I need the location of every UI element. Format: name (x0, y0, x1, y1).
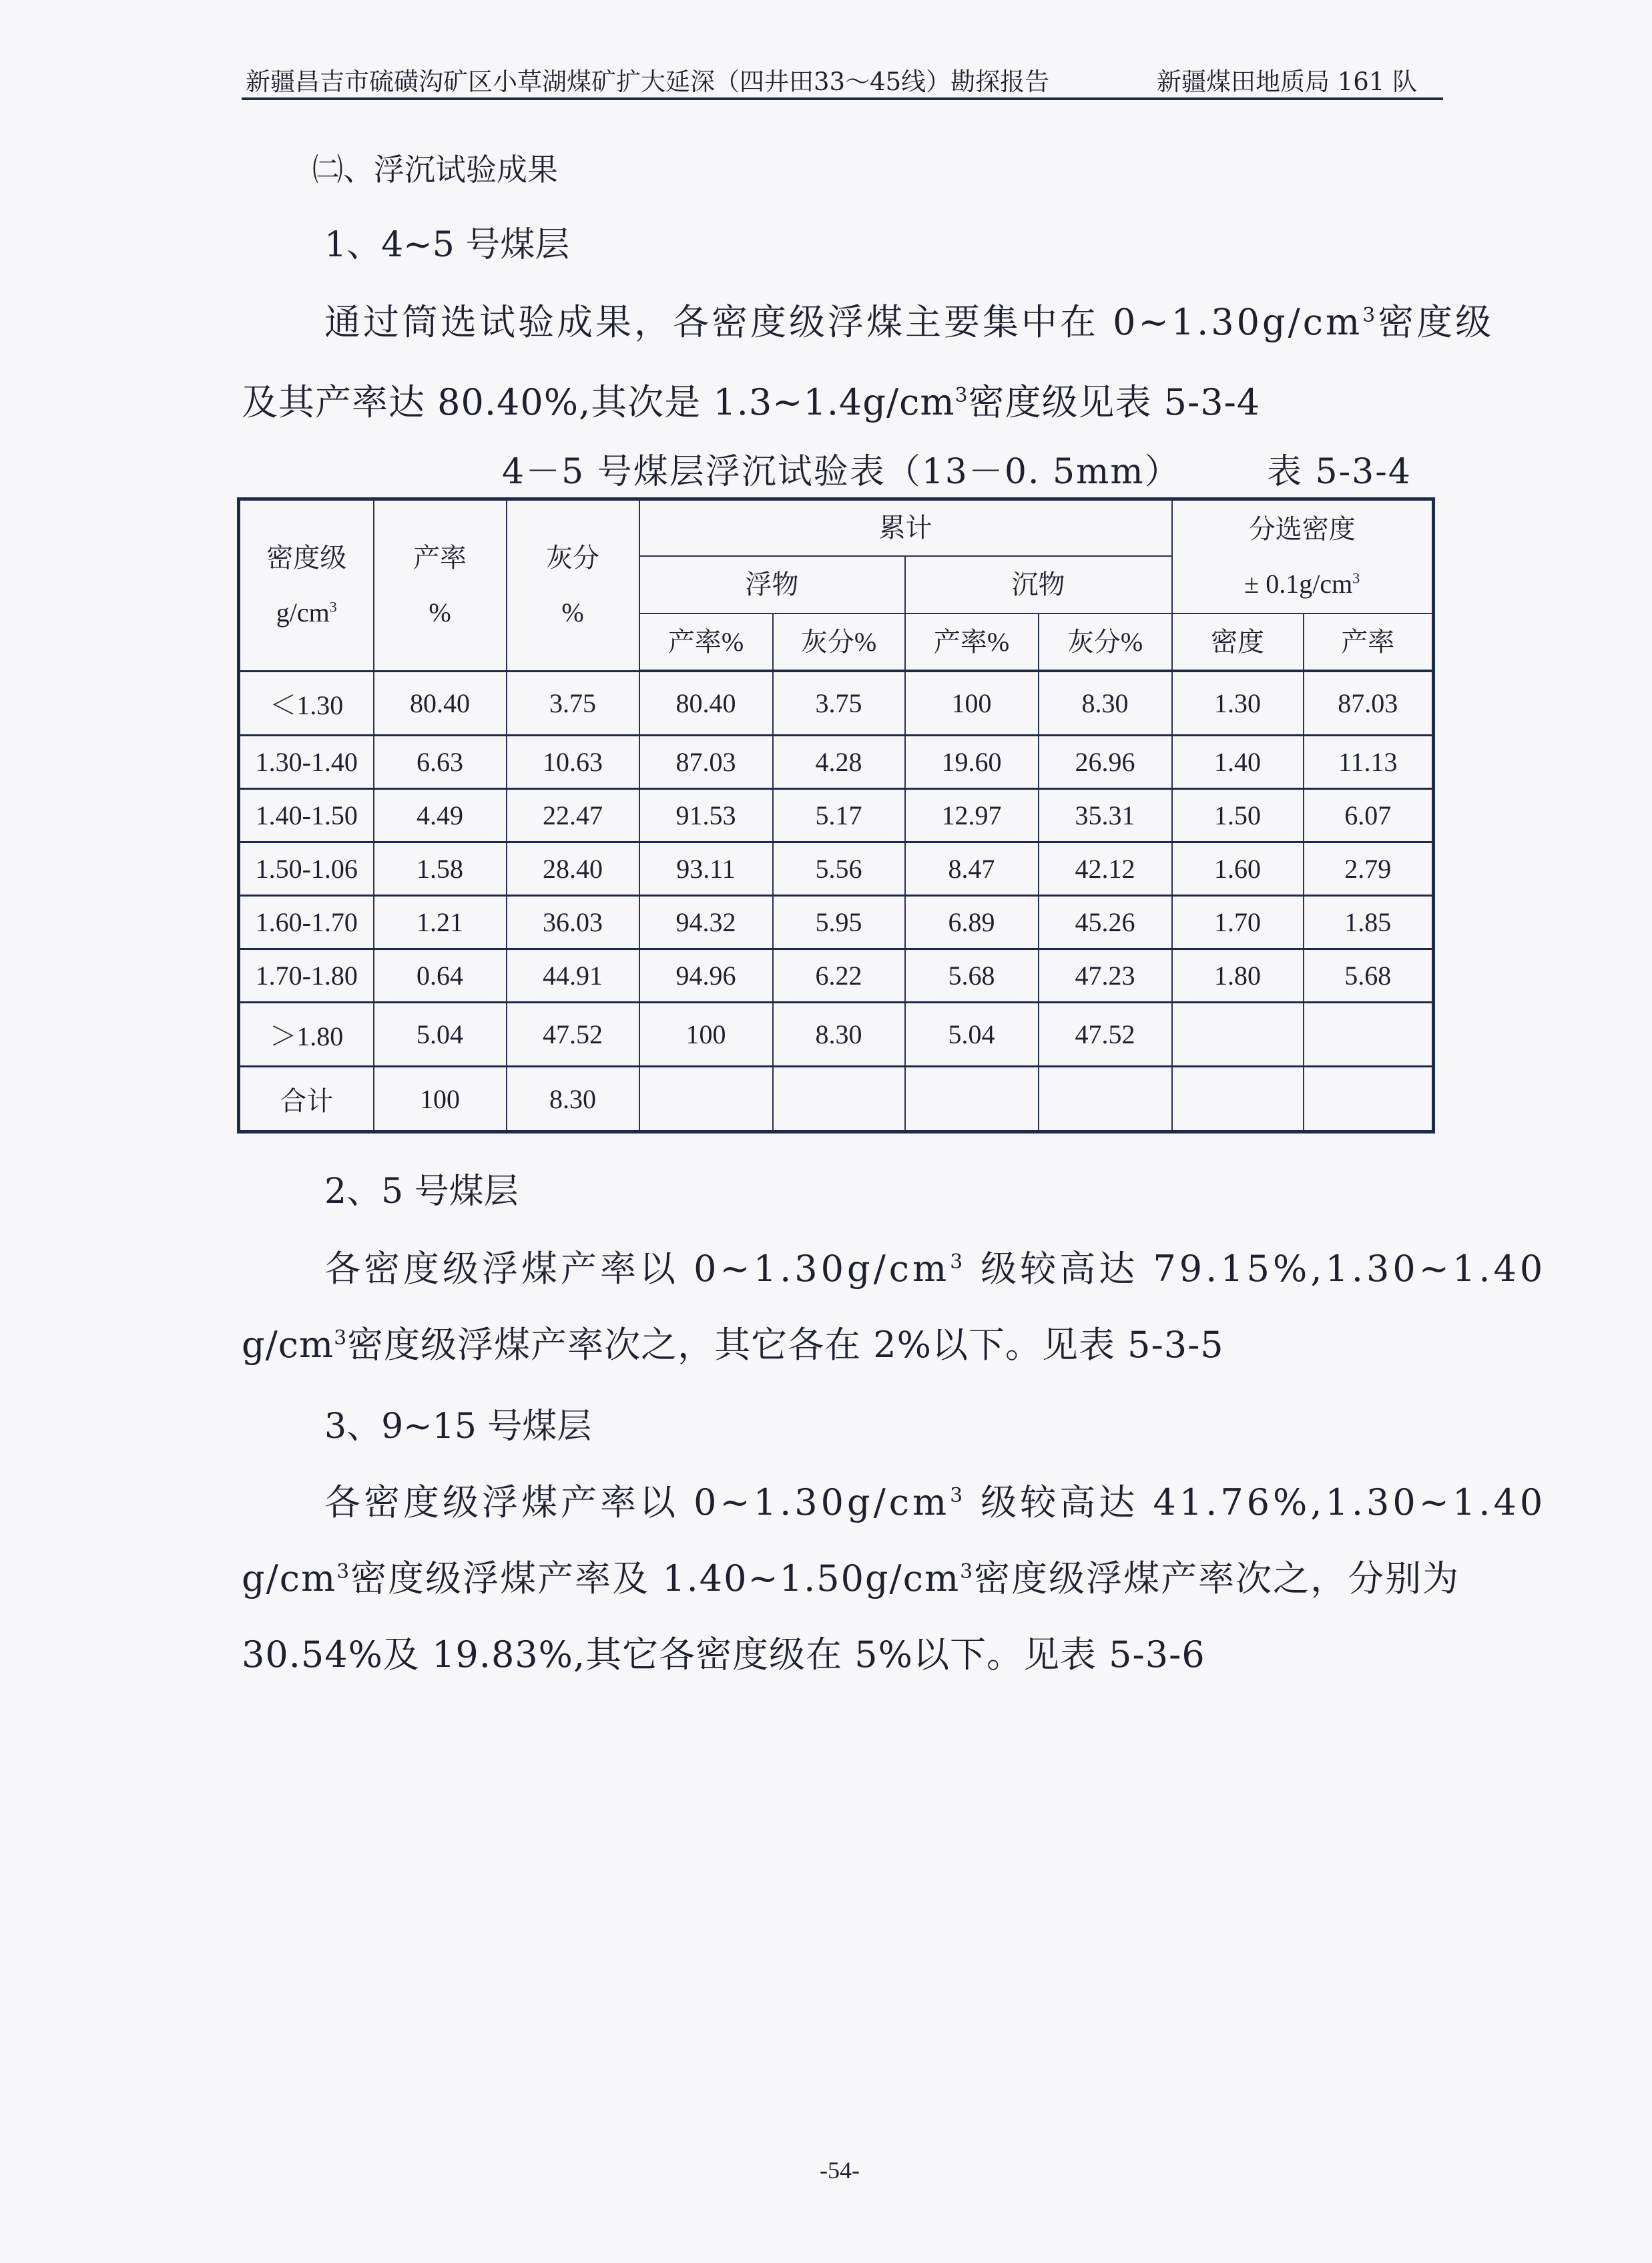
table-cell: 6.07 (1304, 788, 1434, 842)
paragraph-1-line-1: 通过筒选试验成果，各密度级浮煤主要集中在 $0\sim 1.30g/cm^3$密度级 (324, 301, 1494, 343)
page-number: -54- (820, 2157, 860, 2184)
table-cell: 1.80 (1172, 949, 1304, 1003)
table-cell: 1.40 (1172, 735, 1304, 788)
table-cell: 5.04 (905, 1003, 1039, 1067)
table-cell: 11.13 (1304, 735, 1434, 788)
table-cell: 44.91 (507, 949, 639, 1003)
table-cell: 35.31 (1039, 788, 1172, 842)
table-cell: 1.21 (374, 895, 507, 949)
table-cell: 26.96 (1039, 735, 1172, 788)
table-cell: 19.60 (905, 735, 1039, 788)
table-row (239, 842, 1434, 895)
table-cell (1039, 1067, 1172, 1132)
table-cell: ＞1.80 (239, 1003, 374, 1067)
table-cell: 1.30-1.40 (239, 735, 374, 788)
header-sink: 沉物 (905, 556, 1172, 613)
paragraph-2-line-2: $g/cm^3$密度级浮煤产率次之，其它各在 2%以下。见表 5-3-5 (242, 1324, 1224, 1366)
table-caption: 4－5 号煤层浮沉试验表（13－0. 5mm） (502, 452, 1181, 492)
table-cell: ＜1.30 (239, 671, 374, 735)
running-header-organization: 新疆煤田地质局 161 队 (1157, 67, 1418, 96)
table-row (239, 735, 1434, 788)
header-divider (242, 97, 1443, 100)
table-cell (1172, 1003, 1304, 1067)
header-float-yield: 产率% (639, 613, 773, 671)
table-cell: 80.40 (374, 671, 507, 735)
header-ash: 灰分 % (507, 499, 639, 672)
subsection-heading-2: 2、5 号煤层 (324, 1172, 519, 1212)
header-float: 浮物 (639, 556, 905, 613)
table-cell: 36.03 (507, 895, 639, 949)
table-cell: 6.63 (374, 735, 507, 788)
table-number: 表 5-3-4 (1267, 452, 1412, 492)
table-cell: 1.60-1.70 (239, 895, 374, 949)
section-heading: ㈡、浮沉试验成果 (312, 152, 558, 188)
table-cell: 87.03 (639, 735, 773, 788)
table-cell: 8.47 (905, 842, 1039, 895)
header-sep-yield: 产率 (1304, 613, 1434, 671)
table-cell: 6.22 (773, 949, 905, 1003)
table-cell: 93.11 (639, 842, 773, 895)
table-cell: 5.95 (773, 895, 905, 949)
header-float-ash: 灰分% (773, 613, 905, 671)
table-row (239, 671, 1434, 735)
running-header-title: 新疆昌吉市硫磺沟矿区小草湖煤矿扩大延深（四井田33～45线）勘探报告 (246, 67, 1050, 96)
table-cell: 3.75 (507, 671, 639, 735)
table-cell: 100 (639, 1003, 773, 1067)
table-cell: 5.17 (773, 788, 905, 842)
header-density-class: 密度级 $g/cm^3$ (239, 499, 374, 672)
table-cell (773, 1067, 905, 1132)
table-cell: 47.52 (1039, 1003, 1172, 1067)
table-cell (905, 1067, 1039, 1132)
paragraph-1-line-2: 及其产率达 80.40%,其次是 $1.3\sim 1.4g/cm^3$密度级见表 5-3-4 (242, 381, 1261, 423)
table-cell (639, 1067, 773, 1132)
table-cell: 1.50 (1172, 788, 1304, 842)
table-cell: 94.32 (639, 895, 773, 949)
table-cell: 8.30 (507, 1067, 639, 1132)
table-cell: 3.75 (773, 671, 905, 735)
table-cell (1304, 1003, 1434, 1067)
table-cell: 87.03 (1304, 671, 1434, 735)
table-cell: 5.68 (905, 949, 1039, 1003)
table-cell: 2.79 (1304, 842, 1434, 895)
paragraph-3-line-3: 30.54%及 19.83%,其它各密度级在 5%以下。见表 5-3-6 (242, 1633, 1205, 1676)
table-cell: 5.04 (374, 1003, 507, 1067)
table-cell: 47.52 (507, 1003, 639, 1067)
table-cell: 1.70 (1172, 895, 1304, 949)
table-cell: 22.47 (507, 788, 639, 842)
header-sink-yield: 产率% (905, 613, 1039, 671)
table-cell: 4.49 (374, 788, 507, 842)
table-cell: 1.85 (1304, 895, 1434, 949)
table-cell: 100 (905, 671, 1039, 735)
table-cell: 91.53 (639, 788, 773, 842)
table-cell: 45.26 (1039, 895, 1172, 949)
header-sink-ash: 灰分% (1039, 613, 1172, 671)
table-cell: 5.56 (773, 842, 905, 895)
table-cell: 1.30 (1172, 671, 1304, 735)
table-row-total (239, 1067, 1434, 1132)
header-separation-density: 分选密度 ± $0.1g/cm^3$ (1172, 499, 1434, 614)
table-row (239, 949, 1434, 1003)
table-cell: 6.89 (905, 895, 1039, 949)
table-cell: 28.40 (507, 842, 639, 895)
subsection-heading-1: 1、4~5 号煤层 (324, 225, 570, 265)
table-cell: 8.30 (773, 1003, 905, 1067)
table-cell: 100 (374, 1067, 507, 1132)
table-row (239, 788, 1434, 842)
table-cell: 94.96 (639, 949, 773, 1003)
table-row (239, 895, 1434, 949)
paragraph-3-line-1: 各密度级浮煤产率以 $0\sim 1.30g/cm^3$ 级较高达 41.76%,1.30~1.40 (324, 1481, 1547, 1523)
table-cell: 12.97 (905, 788, 1039, 842)
table-cell: 4.28 (773, 735, 905, 788)
header-cumulative: 累计 (639, 499, 1172, 557)
table-cell: 1.40-1.50 (239, 788, 374, 842)
header-sep-density: 密度 (1172, 613, 1304, 671)
table-row (239, 1003, 1434, 1067)
table-cell: 1.70-1.80 (239, 949, 374, 1003)
table-cell: 42.12 (1039, 842, 1172, 895)
table-cell: 1.50-1.06 (239, 842, 374, 895)
table-cell: 10.63 (507, 735, 639, 788)
paragraph-3-line-2: $g/cm^3$密度级浮煤产率及 $1.40\sim 1.50g/cm^3$密度级浮煤产率次之，分别为 (242, 1557, 1460, 1599)
table-cell (1304, 1067, 1434, 1132)
table-cell: 0.64 (374, 949, 507, 1003)
table-cell: 47.23 (1039, 949, 1172, 1003)
subsection-heading-3: 3、9~15 号煤层 (324, 1407, 592, 1447)
paragraph-2-line-1: 各密度级浮煤产率以 $0\sim 1.30g/cm^3$ 级较高达 79.15%,1.30~1.40 (324, 1248, 1547, 1290)
table-cell: 合计 (239, 1067, 374, 1132)
table-cell: 80.40 (639, 671, 773, 735)
table-cell: 5.68 (1304, 949, 1434, 1003)
table-cell: 1.60 (1172, 842, 1304, 895)
table-cell: 1.58 (374, 842, 507, 895)
header-yield: 产率 % (374, 499, 507, 672)
float-sink-table (237, 497, 1435, 1134)
table-cell (1172, 1067, 1304, 1132)
table-cell: 8.30 (1039, 671, 1172, 735)
